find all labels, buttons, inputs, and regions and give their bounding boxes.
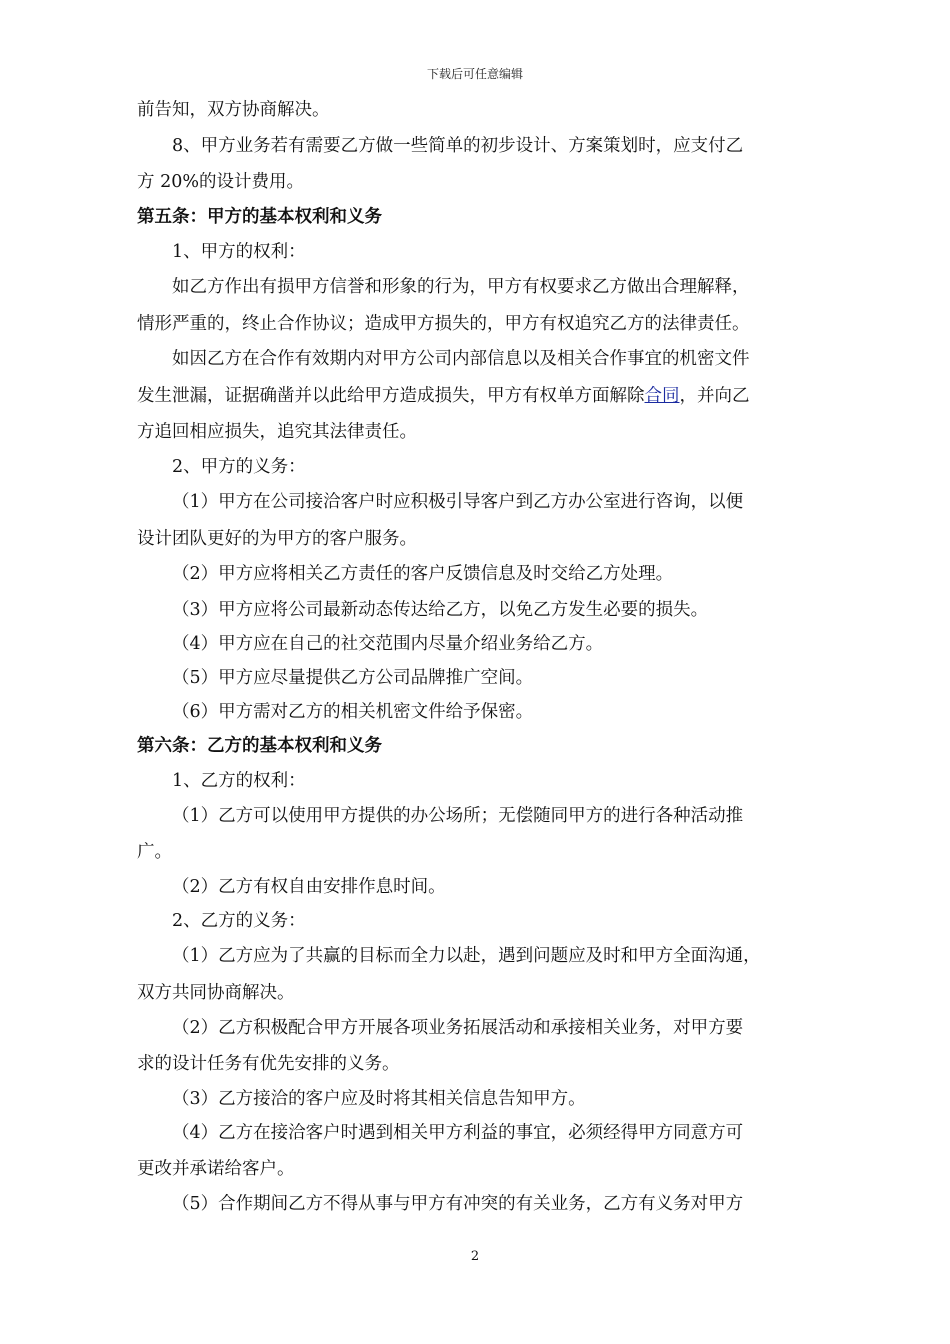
body-line: 2、乙方的义务： — [172, 911, 306, 931]
body-line — [137, 384, 750, 408]
body-line: （4）乙方在接洽客户时遇到相关甲方利益的事宜，必须经得甲方同意方可 — [172, 1123, 744, 1143]
body-line: （3）乙方接洽的客户应及时将其相关信息告知甲方。 — [172, 1089, 586, 1109]
section-heading-6: 第六条：乙方的基本权利和义务 — [137, 736, 382, 756]
body-line: （1）乙方可以使用甲方提供的办公场所；无偿随同甲方的进行各种活动推 — [172, 806, 744, 826]
body-line: （2）乙方积极配合甲方开展各项业务拓展活动和承接相关业务，对甲方要 — [172, 1018, 744, 1038]
body-line: 方 20%的设计费用。 — [137, 172, 304, 192]
body-line: （2）乙方有权自由安排作息时间。 — [172, 877, 446, 897]
body-line: 如乙方作出有损甲方信誉和形象的行为，甲方有权要求乙方做出合理解释， — [172, 277, 750, 297]
body-line: 求的设计任务有优先安排的义务。 — [137, 1054, 400, 1074]
body-line: 1、甲方的权利： — [172, 242, 306, 262]
body-line: 更改并承诺给客户。 — [137, 1159, 295, 1179]
section-heading-5: 第五条：甲方的基本权利和义务 — [137, 207, 382, 227]
body-line: 情形严重的，终止合作协议；造成甲方损失的，甲方有权追究乙方的法律责任。 — [137, 314, 750, 334]
page-number: 2 — [470, 1249, 480, 1264]
body-line: （1）甲方在公司接洽客户时应积极引导客户到乙方办公室进行咨询，以便 — [172, 492, 744, 512]
body-line: （3）甲方应将公司最新动态传达给乙方，以免乙方发生必要的损失。 — [172, 600, 709, 620]
contract-link[interactable]: 合同 — [644, 386, 680, 406]
page-header: 下载后可任意编辑 — [426, 67, 523, 81]
body-line: 设计团队更好的为甲方的客户服务。 — [137, 529, 417, 549]
body-line: （5）合作期间乙方不得从事与甲方有冲突的有关业务，乙方有义务对甲方 — [172, 1194, 744, 1214]
body-line: 8、甲方业务若有需要乙方做一些简单的初步设计、方案策划时，应支付乙 — [172, 136, 744, 156]
body-line: 2、甲方的义务： — [172, 457, 306, 477]
body-line: 方追回相应损失，追究其法律责任。 — [137, 422, 417, 442]
body-line: （2）甲方应将相关乙方责任的客户反馈信息及时交给乙方处理。 — [172, 564, 674, 584]
body-text: ，并向乙 — [679, 386, 750, 406]
body-line: 1、乙方的权利： — [172, 771, 306, 791]
body-line: 如因乙方在合作有效期内对甲方公司内部信息以及相关合作事宜的机密文件 — [172, 349, 750, 369]
body-line: 双方共同协商解决。 — [137, 983, 295, 1003]
body-text: 发生泄漏，证据确凿并以此给甲方造成损失，甲方有权单方面解除 — [137, 386, 645, 406]
body-line: （4）甲方应在自己的社交范围内尽量介绍业务给乙方。 — [172, 634, 604, 654]
body-line: 广。 — [137, 842, 172, 862]
body-line: （1）乙方应为了共赢的目标而全力以赴，遇到问题应及时和甲方全面沟通， — [172, 946, 761, 966]
body-line: （5）甲方应尽量提供乙方公司品牌推广空间。 — [172, 668, 534, 688]
body-line: （6）甲方需对乙方的相关机密文件给予保密。 — [172, 702, 534, 722]
body-line: 前告知，双方协商解决。 — [137, 100, 330, 120]
